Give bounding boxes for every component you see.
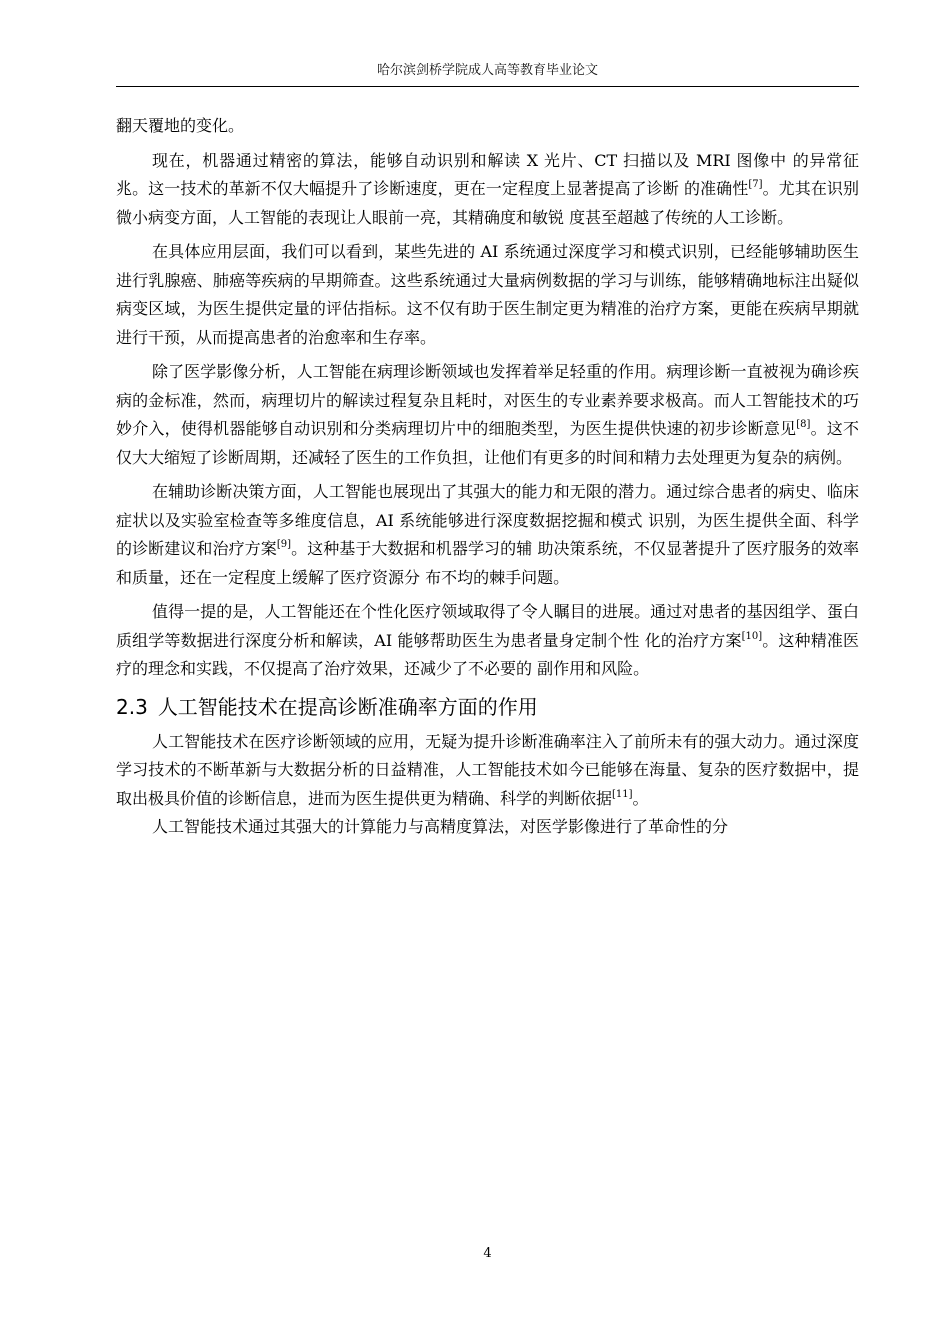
paragraph-imaging-recognition: 现在，机器通过精密的算法，能够自动识别和解读 X 光片、CT 扫描以及 MRI 图像中 的异常征兆。这一技术的革新不仅大幅提升了诊断速度，更在一定程度上显著提高了诊断 的准确性[7]。尤其在识别微小病变方面，人工智能的表现让人眼前一亮，其精确度和敏锐 度甚至超越了传统的人工诊断。 (116, 150, 859, 227)
paragraph-accuracy-imaging: 人工智能技术通过其强大的计算能力与高精度算法，对医学影像进行了革命性的分 (152, 817, 729, 836)
citation-9: [9] (276, 539, 291, 550)
paper-body (116, 112, 859, 848)
paragraph-personalized-medicine: 值得一提的是，人工智能还在个性化医疗领域取得了令人瞩目的进展。通过对患者的基因组学、蛋白质组学等数据进行深度分析和解读，AI 能够帮助医生为患者量身定制个性 化的治疗方案[10]。这种精准医疗的理念和实践，不仅提高了治疗效果，还减少了不必要的 副作用和风险。 (116, 602, 859, 678)
paragraph-decision-support: 在辅助诊断决策方面，人工智能也展现出了其强大的能力和无限的潜力。通过综合患者的病史、临床症状以及实验室检查等多维度信息，AI 系统能够进行深度数据挖掘和模式 识别，为医生提供全面、科学的诊断建议和治疗方案[9]。这种基于大数据和机器学习的辅 助决策系统，不仅显著提升了医疗服务的效率和质量，还在一定程度上缓解了医疗资源分 布不均的棘手问题。 (116, 482, 859, 587)
citation-8: [8] (796, 419, 811, 430)
section-title: 人工智能技术在提高诊断准确率方面的作用 (157, 694, 538, 719)
running-header: 哈尔滨剑桥学院成人高等教育毕业论文 (376, 63, 598, 78)
header-rule (116, 86, 859, 87)
paragraph-continuation: 翻天覆地的变化。 (116, 116, 245, 135)
section-number: 2.3 (116, 694, 148, 719)
paragraph-accuracy-intro: 人工智能技术在医疗诊断领域的应用，无疑为提升诊断准确率注入了前所未有的强大动力。通过深度学习技术的不断革新与大数据分析的日益精准，人工智能技术如今已能够在海量、复杂的医疗数据中，提取出极具价值的诊断信息，进而为医生提供更为精确、科学的判断依据[11]。 (116, 731, 859, 808)
paragraph-pathology: 除了医学影像分析，人工智能在病理诊断领域也发挥着举足轻重的作用。病理诊断一直被视为确诊疾病的金标准，然而，病理切片的解读过程复杂且耗时，对医生的专业素养要求极高。而人工智能技术的巧妙介入，使得机器能够自动识别和分类病理切片中的细胞类型，为医生提供快速的初步诊断意见[8]。这不仅大大缩短了诊断周期，还减轻了医生的工作负担，让他们有更多的时间和精力去处理更为复杂的病例。 (116, 362, 859, 467)
section-heading (116, 692, 859, 722)
citation-10: [10] (741, 630, 763, 642)
paragraph-application-level: 在具体应用层面，我们可以看到，某些先进的 AI 系统通过深度学习和模式识别，已经能够辅助医生进行乳腺癌、肺癌等疾病的早期筛查。这些系统通过大量病例数据的学习与训练，能够精确地标注出疑似病变区域，为医生提供定量的评估指标。这不仅有助于医生制定更为精准的治疗方案，更能在疾病早期就进行干预，从而提高患者的治愈率和生存率。 (116, 242, 859, 347)
citation-11: [11] (612, 788, 633, 800)
citation-7: [7] (748, 179, 763, 190)
page-number: 4 (483, 1246, 492, 1261)
